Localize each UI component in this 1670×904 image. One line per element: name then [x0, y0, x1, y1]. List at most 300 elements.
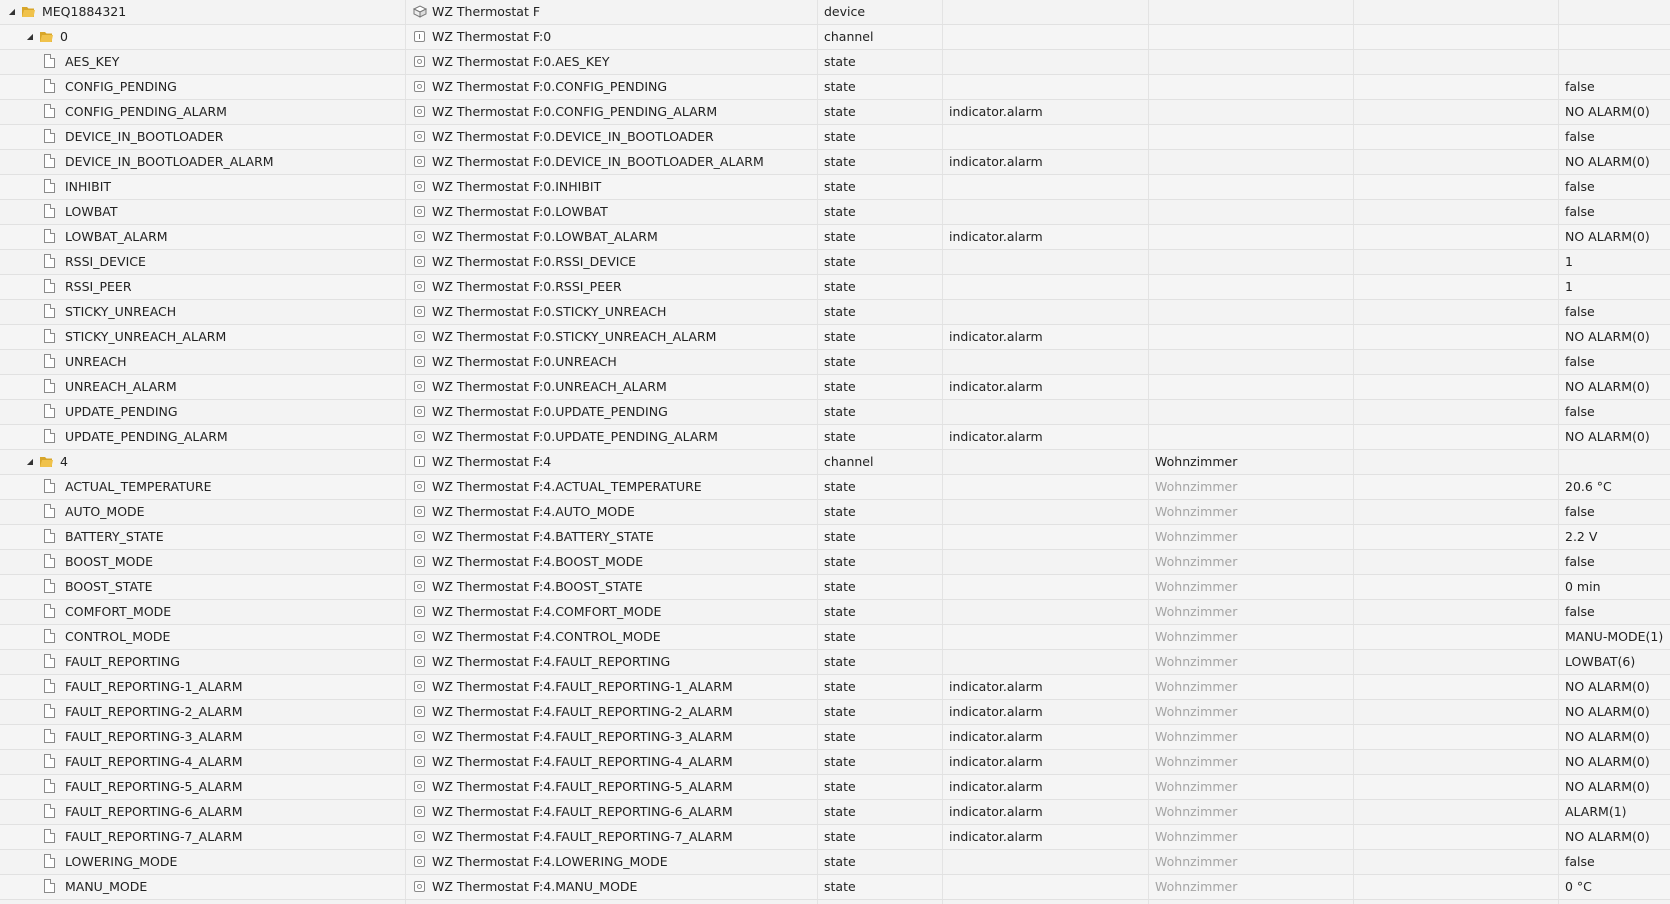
- id-cell: [0, 800, 406, 824]
- id-cell: [0, 375, 406, 399]
- tree-row-state-fault-reporting-3-alarm[interactable]: [0, 725, 1670, 750]
- function-cell[interactable]: [1354, 800, 1559, 824]
- tree-row-state-lowbat[interactable]: [0, 200, 1670, 225]
- expand-toggle-icon[interactable]: ◢: [8, 7, 16, 16]
- role-cell[interactable]: [943, 75, 1149, 99]
- room-cell[interactable]: Wohnzimmer: [1149, 475, 1354, 499]
- object-name-label: WZ Thermostat F:4.ACTUAL_TEMPERATURE: [432, 479, 702, 494]
- role-cell[interactable]: indicator.alarm: [943, 700, 1149, 724]
- role-cell[interactable]: [943, 575, 1149, 599]
- room-cell[interactable]: Wohnzimmer: [1149, 450, 1354, 474]
- type-cell: state: [818, 600, 943, 624]
- value-cell[interactable]: false: [1565, 404, 1595, 419]
- tree-row-state-fault-reporting-5-alarm[interactable]: [0, 775, 1670, 800]
- value-cell[interactable]: ALARM(1): [1565, 804, 1627, 819]
- function-cell[interactable]: [1354, 450, 1559, 474]
- id-cell: [0, 250, 406, 274]
- id-cell: [0, 675, 406, 699]
- state-file-icon: [44, 629, 55, 643]
- state-file-icon: [44, 529, 55, 543]
- state-type-icon: [414, 256, 425, 267]
- tree-row-state-sticky-unreach[interactable]: [0, 300, 1670, 325]
- role-cell[interactable]: [943, 50, 1149, 74]
- function-cell[interactable]: [1354, 875, 1559, 899]
- object-name-label: WZ Thermostat F:4.COMFORT_MODE: [432, 604, 662, 619]
- role-cell[interactable]: indicator.alarm: [943, 675, 1149, 699]
- value-cell[interactable]: [1559, 50, 1670, 74]
- type-cell: state: [818, 200, 943, 224]
- room-cell[interactable]: [1149, 350, 1354, 374]
- room-cell[interactable]: [1149, 250, 1354, 274]
- room-cell[interactable]: Wohnzimmer: [1149, 525, 1354, 549]
- state-type-icon: [414, 581, 425, 592]
- object-name-label: WZ Thermostat F:0: [432, 29, 552, 44]
- object-name-label: WZ Thermostat F:0.LOWBAT_ALARM: [432, 229, 658, 244]
- role-cell[interactable]: indicator.alarm: [943, 375, 1149, 399]
- object-id-label: COMFORT_MODE: [65, 604, 172, 619]
- value-cell[interactable]: 1: [1565, 254, 1573, 269]
- room-cell[interactable]: Wohnzimmer: [1149, 800, 1354, 824]
- id-cell: [0, 450, 406, 474]
- tree-row-state-fault-reporting-1-alarm[interactable]: [0, 675, 1670, 700]
- role-cell[interactable]: indicator.alarm: [943, 225, 1149, 249]
- tree-row-state-actual-temperature[interactable]: [0, 475, 1670, 500]
- room-cell[interactable]: [1149, 50, 1354, 74]
- function-cell[interactable]: [1354, 625, 1559, 649]
- room-cell[interactable]: [1149, 225, 1354, 249]
- role-cell[interactable]: [943, 650, 1149, 674]
- state-file-icon: [44, 379, 55, 393]
- role-cell[interactable]: indicator.alarm: [943, 750, 1149, 774]
- state-file-icon: [44, 879, 55, 893]
- value-cell[interactable]: 1: [1565, 279, 1573, 294]
- function-cell[interactable]: [1354, 825, 1559, 849]
- name-cell: [406, 875, 818, 899]
- function-cell[interactable]: [1354, 325, 1559, 349]
- type-cell: state: [818, 525, 943, 549]
- function-cell[interactable]: [1354, 775, 1559, 799]
- object-id-label: CONTROL_MODE: [65, 629, 171, 644]
- type-cell: channel: [818, 450, 943, 474]
- room-cell[interactable]: Wohnzimmer: [1149, 675, 1354, 699]
- role-cell[interactable]: indicator.alarm: [943, 325, 1149, 349]
- value-cell[interactable]: false: [1565, 604, 1595, 619]
- value-cell[interactable]: false: [1565, 504, 1595, 519]
- name-cell: [406, 275, 818, 299]
- expand-toggle-icon[interactable]: ◢: [26, 457, 34, 466]
- tree-row-state-lowbat-alarm[interactable]: [0, 225, 1670, 250]
- room-cell[interactable]: [1149, 900, 1354, 904]
- object-name-label: WZ Thermostat F:0.CONFIG_PENDING: [432, 79, 668, 94]
- function-cell[interactable]: [1354, 400, 1559, 424]
- room-cell[interactable]: Wohnzimmer: [1149, 850, 1354, 874]
- object-id-label: 4: [60, 454, 68, 469]
- room-cell[interactable]: [1149, 425, 1354, 449]
- role-cell[interactable]: [943, 125, 1149, 149]
- state-type-icon: [414, 81, 425, 92]
- value-cell[interactable]: MANU-MODE(1): [1565, 629, 1664, 644]
- function-cell[interactable]: [1354, 750, 1559, 774]
- function-cell[interactable]: [1354, 575, 1559, 599]
- folder-icon: [21, 5, 36, 19]
- type-cell: device: [818, 0, 943, 24]
- role-cell[interactable]: [943, 400, 1149, 424]
- object-id-label: MEQ1884321: [42, 4, 127, 19]
- device-icon: [412, 4, 428, 18]
- tree-row-channel-0[interactable]: [0, 25, 1670, 50]
- state-type-icon: [414, 356, 425, 367]
- name-cell: [406, 625, 818, 649]
- tree-row-state-device-in-bootloader[interactable]: [0, 125, 1670, 150]
- value-cell[interactable]: false: [1565, 204, 1595, 219]
- function-cell[interactable]: [1354, 125, 1559, 149]
- value-cell[interactable]: 0 °C: [1565, 879, 1592, 894]
- channel-type-icon: [414, 31, 425, 42]
- tree-row-device-meq1884321[interactable]: [0, 0, 1670, 25]
- room-cell[interactable]: [1149, 150, 1354, 174]
- room-cell[interactable]: [1149, 175, 1354, 199]
- tree-row-state-empty[interactable]: [0, 900, 1670, 904]
- value-cell[interactable]: NO ALARM(0): [1565, 679, 1650, 694]
- state-file-icon: [44, 329, 55, 343]
- room-cell[interactable]: [1149, 275, 1354, 299]
- value-cell[interactable]: NO ALARM(0): [1565, 429, 1650, 444]
- type-cell: state: [818, 175, 943, 199]
- object-name-label: WZ Thermostat F:0.LOWBAT: [432, 204, 608, 219]
- role-cell[interactable]: indicator.alarm: [943, 775, 1149, 799]
- role-cell[interactable]: [943, 625, 1149, 649]
- value-cell[interactable]: NO ALARM(0): [1565, 779, 1650, 794]
- room-cell[interactable]: [1149, 100, 1354, 124]
- room-cell[interactable]: Wohnzimmer: [1149, 625, 1354, 649]
- state-type-icon: [414, 206, 425, 217]
- state-type-icon: [414, 131, 425, 142]
- state-file-icon: [44, 804, 55, 818]
- role-cell[interactable]: [943, 850, 1149, 874]
- name-cell: [406, 400, 818, 424]
- room-cell[interactable]: Wohnzimmer: [1149, 600, 1354, 624]
- function-cell[interactable]: [1354, 600, 1559, 624]
- object-id-label: AUTO_MODE: [65, 504, 145, 519]
- function-cell[interactable]: [1354, 225, 1559, 249]
- value-cell[interactable]: LOWBAT(6): [1565, 654, 1636, 669]
- type-cell: state: [818, 550, 943, 574]
- function-cell[interactable]: [1354, 50, 1559, 74]
- tree-row-state-battery-state[interactable]: [0, 525, 1670, 550]
- name-cell: [406, 125, 818, 149]
- role-cell[interactable]: [943, 900, 1149, 904]
- type-cell: state: [818, 750, 943, 774]
- function-cell[interactable]: [1354, 100, 1559, 124]
- object-name-label: WZ Thermostat F:4.AUTO_MODE: [432, 504, 635, 519]
- function-cell[interactable]: [1354, 500, 1559, 524]
- role-cell[interactable]: indicator.alarm: [943, 825, 1149, 849]
- id-cell: [0, 700, 406, 724]
- value-cell[interactable]: [1559, 0, 1670, 24]
- state-file-icon: [44, 504, 55, 518]
- object-name-label: WZ Thermostat F:4.BOOST_STATE: [432, 579, 643, 594]
- room-cell[interactable]: Wohnzimmer: [1149, 775, 1354, 799]
- object-id-label: BOOST_STATE: [65, 579, 153, 594]
- type-cell: state: [818, 225, 943, 249]
- tree-row-state-fault-reporting-6-alarm[interactable]: [0, 800, 1670, 825]
- room-cell[interactable]: [1149, 300, 1354, 324]
- function-cell[interactable]: [1354, 550, 1559, 574]
- tree-row-state-rssi-peer[interactable]: [0, 275, 1670, 300]
- id-cell: [0, 150, 406, 174]
- tree-row-channel-4[interactable]: [0, 450, 1670, 475]
- object-name-label: WZ Thermostat F:0.UNREACH_ALARM: [432, 379, 667, 394]
- function-cell[interactable]: [1354, 350, 1559, 374]
- tree-row-state-fault-reporting-4-alarm[interactable]: [0, 750, 1670, 775]
- value-cell[interactable]: NO ALARM(0): [1565, 754, 1650, 769]
- state-type-icon: [414, 531, 425, 542]
- type-cell: state: [818, 400, 943, 424]
- room-cell[interactable]: [1149, 0, 1354, 24]
- type-cell: state: [818, 375, 943, 399]
- state-file-icon: [44, 154, 55, 168]
- role-cell[interactable]: indicator.alarm: [943, 100, 1149, 124]
- room-cell[interactable]: [1149, 75, 1354, 99]
- function-cell[interactable]: [1354, 725, 1559, 749]
- tree-row-state-config-pending[interactable]: [0, 75, 1670, 100]
- function-cell[interactable]: [1354, 175, 1559, 199]
- function-cell[interactable]: [1354, 675, 1559, 699]
- room-cell[interactable]: Wohnzimmer: [1149, 500, 1354, 524]
- function-cell[interactable]: [1354, 700, 1559, 724]
- function-cell[interactable]: [1354, 475, 1559, 499]
- expand-toggle-icon[interactable]: ◢: [26, 32, 34, 41]
- function-cell[interactable]: [1354, 375, 1559, 399]
- state-file-icon: [44, 729, 55, 743]
- tree-row-state-lowering-mode[interactable]: [0, 850, 1670, 875]
- object-id-label: INHIBIT: [65, 179, 112, 194]
- function-cell[interactable]: [1354, 300, 1559, 324]
- folder-icon: [39, 30, 54, 44]
- id-cell: [0, 325, 406, 349]
- role-cell[interactable]: [943, 300, 1149, 324]
- room-cell[interactable]: [1149, 375, 1354, 399]
- room-cell[interactable]: Wohnzimmer: [1149, 875, 1354, 899]
- name-cell: [406, 550, 818, 574]
- type-cell: state: [818, 325, 943, 349]
- role-cell[interactable]: [943, 0, 1149, 24]
- id-cell: [0, 500, 406, 524]
- object-name-label: WZ Thermostat F:4.BOOST_MODE: [432, 554, 644, 569]
- state-type-icon: [414, 656, 425, 667]
- tree-row-state-unreach[interactable]: [0, 350, 1670, 375]
- tree-row-state-sticky-unreach-alarm[interactable]: [0, 325, 1670, 350]
- room-cell[interactable]: [1149, 25, 1354, 49]
- state-type-icon: [414, 881, 425, 892]
- tree-row-state-update-pending-alarm[interactable]: [0, 425, 1670, 450]
- role-cell[interactable]: [943, 500, 1149, 524]
- value-cell[interactable]: false: [1565, 554, 1595, 569]
- role-cell[interactable]: [943, 350, 1149, 374]
- room-cell[interactable]: Wohnzimmer: [1149, 725, 1354, 749]
- tree-row-state-inhibit[interactable]: [0, 175, 1670, 200]
- state-type-icon: [414, 306, 425, 317]
- tree-row-state-update-pending[interactable]: [0, 400, 1670, 425]
- id-cell: [0, 425, 406, 449]
- object-id-label: UPDATE_PENDING_ALARM: [65, 429, 228, 444]
- value-cell[interactable]: false: [1565, 179, 1595, 194]
- object-name-label: WZ Thermostat F:0.UNREACH: [432, 354, 617, 369]
- state-type-icon: [414, 706, 425, 717]
- value-cell[interactable]: false: [1565, 304, 1595, 319]
- state-type-icon: [414, 681, 425, 692]
- object-name-label: WZ Thermostat F:0.AES_KEY: [432, 54, 610, 69]
- id-cell: [0, 875, 406, 899]
- value-cell[interactable]: 2.2 V: [1565, 529, 1598, 544]
- id-cell: [0, 600, 406, 624]
- type-cell: state: [818, 125, 943, 149]
- role-cell[interactable]: [943, 550, 1149, 574]
- role-cell[interactable]: [943, 875, 1149, 899]
- room-cell[interactable]: Wohnzimmer: [1149, 700, 1354, 724]
- value-cell[interactable]: 0 min: [1565, 579, 1601, 594]
- type-cell: state: [818, 150, 943, 174]
- id-cell: [0, 400, 406, 424]
- tree-row-state-boost-state[interactable]: [0, 575, 1670, 600]
- name-cell: [406, 200, 818, 224]
- role-cell[interactable]: [943, 525, 1149, 549]
- state-type-icon: [414, 281, 425, 292]
- object-id-label: AES_KEY: [65, 54, 120, 69]
- object-id-label: FAULT_REPORTING: [65, 654, 180, 669]
- value-cell[interactable]: NO ALARM(0): [1565, 104, 1650, 119]
- tree-row-state-rssi-device[interactable]: [0, 250, 1670, 275]
- object-name-label: WZ Thermostat F:4.MANU_MODE: [432, 879, 638, 894]
- room-cell[interactable]: [1149, 200, 1354, 224]
- value-cell[interactable]: NO ALARM(0): [1565, 154, 1650, 169]
- id-cell: [0, 725, 406, 749]
- type-cell: state: [818, 275, 943, 299]
- value-cell[interactable]: NO ALARM(0): [1565, 329, 1650, 344]
- role-cell[interactable]: [943, 175, 1149, 199]
- name-cell: [406, 325, 818, 349]
- role-cell[interactable]: [943, 25, 1149, 49]
- value-cell[interactable]: [1559, 450, 1670, 474]
- room-cell[interactable]: [1149, 400, 1354, 424]
- role-cell[interactable]: [943, 250, 1149, 274]
- function-cell[interactable]: [1354, 650, 1559, 674]
- room-cell[interactable]: Wohnzimmer: [1149, 550, 1354, 574]
- value-cell[interactable]: NO ALARM(0): [1565, 729, 1650, 744]
- id-cell: [0, 350, 406, 374]
- value-cell[interactable]: false: [1565, 354, 1595, 369]
- object-id-label: CONFIG_PENDING_ALARM: [65, 104, 227, 119]
- function-cell[interactable]: [1354, 200, 1559, 224]
- value-cell[interactable]: NO ALARM(0): [1565, 379, 1650, 394]
- value-cell[interactable]: NO ALARM(0): [1565, 829, 1650, 844]
- id-cell: [0, 825, 406, 849]
- name-cell: [406, 525, 818, 549]
- tree-row-state-fault-reporting-2-alarm[interactable]: [0, 700, 1670, 725]
- object-id-label: MANU_MODE: [65, 879, 148, 894]
- state-type-icon: [414, 56, 425, 67]
- state-file-icon: [44, 854, 55, 868]
- state-type-icon: [414, 106, 425, 117]
- role-cell[interactable]: [943, 475, 1149, 499]
- object-id-label: FAULT_REPORTING-3_ALARM: [65, 729, 243, 744]
- name-cell: [406, 475, 818, 499]
- value-cell[interactable]: NO ALARM(0): [1565, 229, 1650, 244]
- function-cell[interactable]: [1354, 0, 1559, 24]
- value-cell[interactable]: 20.6 °C: [1565, 479, 1612, 494]
- state-file-icon: [44, 704, 55, 718]
- tree-row-state-control-mode[interactable]: [0, 625, 1670, 650]
- object-name-label: WZ Thermostat F:4.FAULT_REPORTING-6_ALARM: [432, 804, 733, 819]
- function-cell[interactable]: [1354, 425, 1559, 449]
- state-type-icon: [414, 631, 425, 642]
- role-cell[interactable]: indicator.alarm: [943, 150, 1149, 174]
- room-cell[interactable]: Wohnzimmer: [1149, 825, 1354, 849]
- role-cell[interactable]: indicator.alarm: [943, 800, 1149, 824]
- state-type-icon: [414, 381, 425, 392]
- name-cell: [406, 300, 818, 324]
- tree-row-state-manu-mode[interactable]: [0, 875, 1670, 900]
- type-cell: state: [818, 250, 943, 274]
- function-cell[interactable]: [1354, 900, 1559, 904]
- value-cell[interactable]: false: [1565, 79, 1595, 94]
- tree-row-state-unreach-alarm[interactable]: [0, 375, 1670, 400]
- tree-row-state-comfort-mode[interactable]: [0, 600, 1670, 625]
- function-cell[interactable]: [1354, 525, 1559, 549]
- value-cell[interactable]: [1559, 25, 1670, 49]
- role-cell[interactable]: [943, 600, 1149, 624]
- function-cell[interactable]: [1354, 150, 1559, 174]
- role-cell[interactable]: indicator.alarm: [943, 425, 1149, 449]
- function-cell[interactable]: [1354, 25, 1559, 49]
- type-cell: state: [818, 725, 943, 749]
- tree-row-state-device-in-bootloader-alarm[interactable]: [0, 150, 1670, 175]
- room-cell[interactable]: Wohnzimmer: [1149, 650, 1354, 674]
- room-cell[interactable]: Wohnzimmer: [1149, 575, 1354, 599]
- room-cell[interactable]: [1149, 325, 1354, 349]
- tree-row-state-aes-key[interactable]: [0, 50, 1670, 75]
- function-cell[interactable]: [1354, 275, 1559, 299]
- object-name-label: WZ Thermostat F:4.FAULT_REPORTING-4_ALARM: [432, 754, 733, 769]
- role-cell[interactable]: [943, 275, 1149, 299]
- id-cell: [0, 275, 406, 299]
- tree-row-state-boost-mode[interactable]: [0, 550, 1670, 575]
- id-cell: [0, 900, 406, 904]
- state-type-icon: [414, 406, 425, 417]
- tree-row-state-fault-reporting[interactable]: [0, 650, 1670, 675]
- role-cell[interactable]: [943, 200, 1149, 224]
- object-name-label: WZ Thermostat F:4.FAULT_REPORTING-7_ALARM: [432, 829, 733, 844]
- value-cell[interactable]: [1559, 900, 1670, 904]
- state-type-icon: [414, 156, 425, 167]
- object-name-label: WZ Thermostat F:0.RSSI_PEER: [432, 279, 622, 294]
- function-cell[interactable]: [1354, 250, 1559, 274]
- room-cell[interactable]: Wohnzimmer: [1149, 750, 1354, 774]
- value-cell[interactable]: false: [1565, 129, 1595, 144]
- function-cell[interactable]: [1354, 850, 1559, 874]
- function-cell[interactable]: [1354, 75, 1559, 99]
- role-cell[interactable]: indicator.alarm: [943, 725, 1149, 749]
- role-cell[interactable]: [943, 450, 1149, 474]
- tree-row-state-fault-reporting-7-alarm[interactable]: [0, 825, 1670, 850]
- value-cell[interactable]: NO ALARM(0): [1565, 704, 1650, 719]
- value-cell[interactable]: false: [1565, 854, 1595, 869]
- tree-row-state-config-pending-alarm[interactable]: [0, 100, 1670, 125]
- room-cell[interactable]: [1149, 125, 1354, 149]
- object-name-label: WZ Thermostat F:0.DEVICE_IN_BOOTLOADER_ALARM: [432, 154, 764, 169]
- tree-row-state-auto-mode[interactable]: [0, 500, 1670, 525]
- type-cell: state: [818, 675, 943, 699]
